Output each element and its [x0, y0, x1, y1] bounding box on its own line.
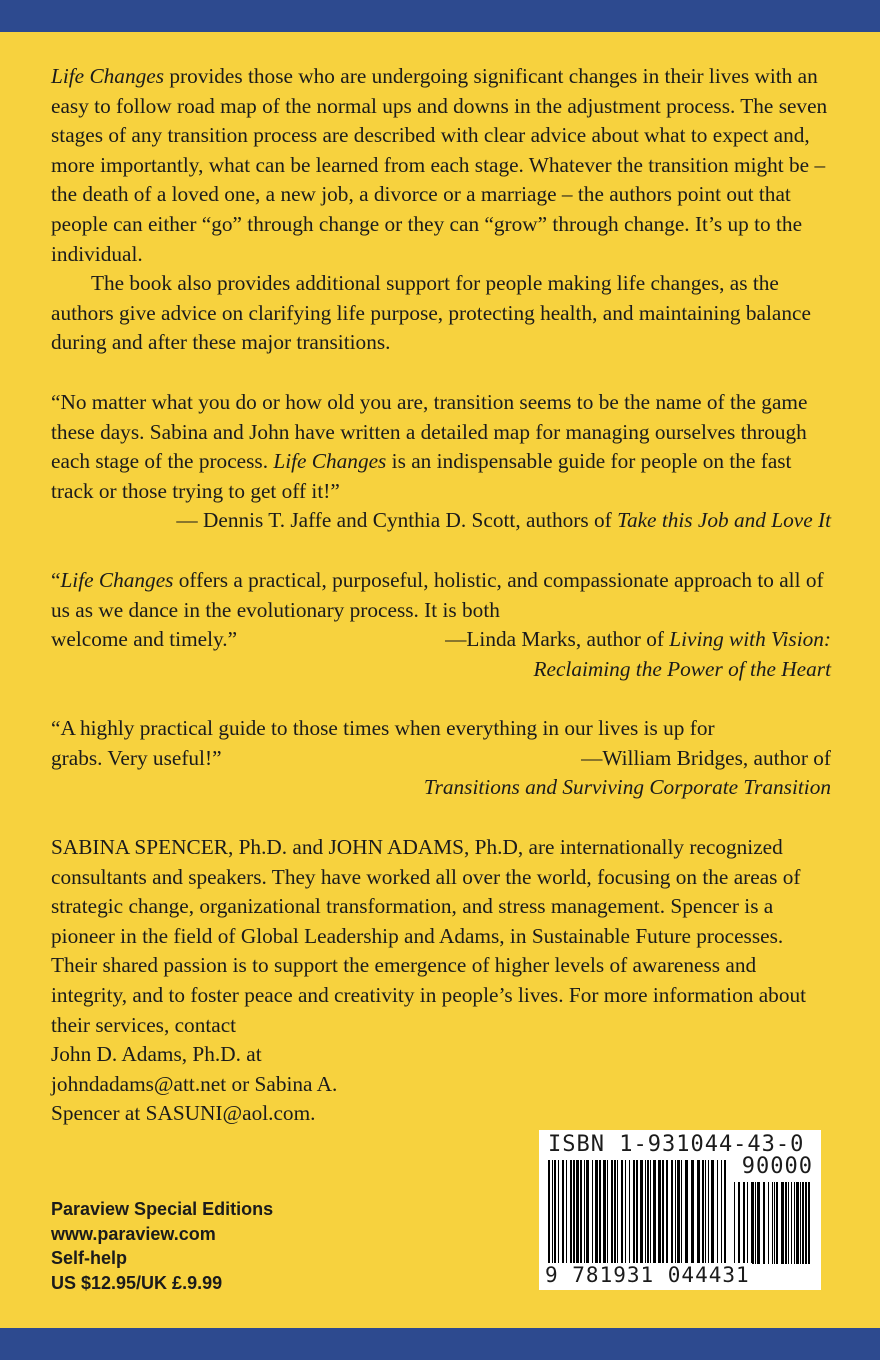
description-paragraph-2: The book also provides additional support for people making life changes, as the authors give advice on clarifying life purpose, protecting health, and maintaining balance during and after these major transitions. — [51, 271, 811, 355]
book-title: Life Changes — [273, 449, 387, 474]
quote-2: “Life Changes offers a practical, purposeful, holistic, and compassionate approach to all of us as we dance in the evolutionary process. It is both welcome and timely.” —Linda Marks, author of Living with Vision: Reclaiming the Power of the Heart — [51, 567, 831, 681]
publisher-name: Paraview Special Editions — [51, 1199, 274, 1219]
quote-2-attribution: —Linda Marks, author of Living with Vision: — [445, 627, 831, 652]
author-name: JOHN ADAMS — [328, 835, 465, 860]
publisher-info — [51, 1197, 273, 1295]
description-text: provides those who are undergoing significant changes in their lives with an easy to follow road map of the normal ups and downs in the adjustment process. The seven stages of any transition process are described with clear advice about what to expect and, more importantly, what can be learned from each stage. Whatever the transition might be – the death of a loved one, a new job, a divorce or a marriage – the authors point out that people can either “go” through change or they can “grow” through change. It’s up to the individual. — [51, 64, 828, 266]
work-title: Take this Job and Love It — [617, 508, 831, 533]
book-title: Life Changes — [60, 567, 174, 592]
quote-3: “A highly practical guide to those times when everything in our lives is up for grabs. Very useful!” —William Bridges, author of Transitions and Surviving Corporate Transition — [51, 716, 831, 800]
work-title: Transitions and Surviving Corporate Transition — [423, 775, 831, 800]
quote-3-attribution: —William Bridges, author of — [581, 745, 831, 770]
description-paragraph-1 — [51, 62, 831, 269]
back-cover-text — [51, 62, 831, 1129]
quote-1: “No matter what you do or how old you are, transition seems to be the name of the game these days. Sabina and John have written a detailed map for managing ourselves through each stage of the process. Life Changes is an indispensable guide for people on the fast track or those trying to get off it!” — Dennis T. Jaffe and Cynthia D. Scott, authors of Take this Job and Love It — [51, 388, 831, 536]
price-label: US $12.95/UK £.9.99 — [51, 1272, 223, 1293]
top-border-band — [0, 0, 880, 32]
publisher-website: www.paraview.com — [51, 1223, 216, 1244]
isbn-barcode — [539, 1130, 821, 1290]
author-name: SABINA SPENCER — [51, 835, 228, 860]
category-label: Self-help — [51, 1248, 128, 1268]
work-title-line-2: Reclaiming the Power of the Heart — [533, 656, 831, 681]
bottom-border-band — [0, 1328, 880, 1360]
quote-1-attribution: — Dennis T. Jaffe and Cynthia D. Scott, authors of Take this Job and Love It — [176, 508, 831, 533]
work-title: Living with Vision: — [669, 627, 831, 652]
isbn-text: ISBN 1-931044-43-0 — [548, 1132, 805, 1157]
price-code: 90000 — [741, 1154, 813, 1179]
book-title: Life Changes — [51, 64, 164, 88]
author-contact: John D. Adams, Ph.D. at johndadams@att.net or Sabina A. Spencer at SASUNI@aol.com. — [51, 1042, 338, 1126]
author-bio: SABINA SPENCER, Ph.D. and JOHN ADAMS, Ph.D, are internationally recognized consultants and speakers. They have worked all over the world, focusing on the areas of strategic change, organizational transformation, and stress management. Spencer is a pioneer in the field of Global Leadership and Adams, in Sustainable Future processes. Their shared passion is to support the emergence of higher levels of awareness and integrity, and to foster peace and creativity in people’s lives. For more information about their services, contact John D. Adams, Ph.D. at johndadams@att.net or Sabina A. Spencer at SASUNI@aol.com. — [51, 833, 831, 1129]
ean-digits: 9 781931 044431 — [545, 1263, 750, 1287]
